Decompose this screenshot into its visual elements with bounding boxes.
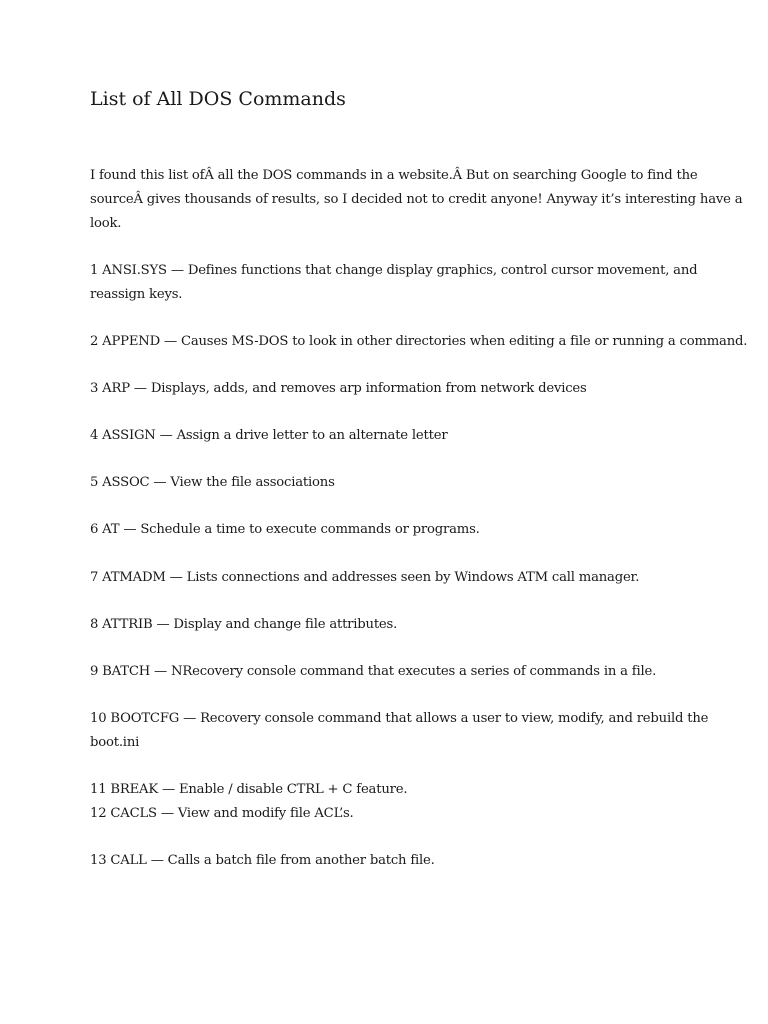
page-title: List of All DOS Commands [90,88,346,110]
intro-line: I found this list ofÂ all the DOS commands in a website.Â But on searching Google to find the [90,168,698,183]
command-item-attrib [90,613,690,637]
command-item-bootcfg [90,707,709,755]
command-line: 11 BREAK — Enable / disable CTRL + C feature. [90,782,408,797]
intro-line: sourceÂ gives thousands of results, so I decided not to credit anyone! Anyway it’s interesting have a [90,192,743,207]
command-line: 6 AT — Schedule a time to execute commands or programs. [90,522,480,537]
command-item-append [90,330,748,354]
intro-paragraph [90,164,743,236]
command-line: 13 CALL — Calls a batch file from another batch file. [90,853,435,868]
command-line: 10 BOOTCFG — Recovery console command that allows a user to view, modify, and rebuild the [90,711,709,726]
command-line: 4 ASSIGN — Assign a drive letter to an alternate letter [90,428,448,443]
command-line: 1 ANSI.SYS — Defines functions that change display graphics, control cursor movement, and [90,263,698,278]
command-line: 3 ARP — Displays, adds, and removes arp information from network devices [90,381,587,396]
command-item-call [90,849,690,873]
command-item-assign [90,424,690,448]
intro-line: look. [90,216,122,231]
command-line: 8 ATTRIB — Display and change file attributes. [90,617,398,632]
command-item-assoc [90,471,690,495]
command-line: reassign keys. [90,287,183,302]
command-line: 7 ATMADM — Lists connections and addresses seen by Windows ATM call manager. [90,570,640,585]
command-line: 5 ASSOC — View the file associations [90,475,335,490]
command-item-ansi-sys [90,259,698,307]
command-item-at [90,518,690,542]
command-item-atmadm [90,566,690,590]
command-line: 12 CACLS — View and modify file ACL’s. [90,806,354,821]
command-line: boot.ini [90,735,140,750]
command-item-break-cacls [90,778,690,826]
command-item-arp [90,377,690,401]
command-item-batch [90,660,690,684]
command-line: 9 BATCH — NRecovery console command that executes a series of commands in a file. [90,664,657,679]
command-line: 2 APPEND — Causes MS-DOS to look in other directories when editing a file or running a command. [90,334,748,349]
